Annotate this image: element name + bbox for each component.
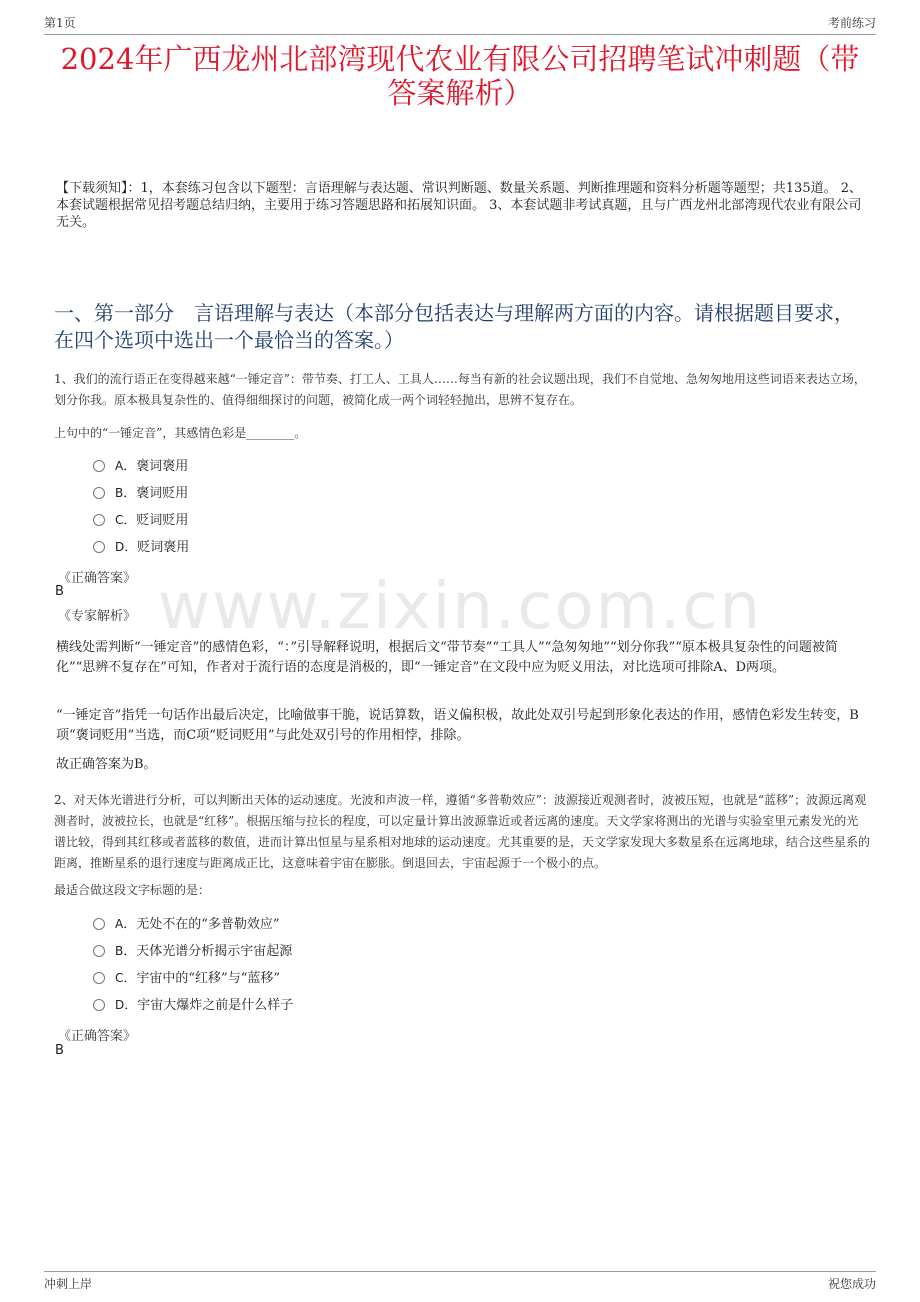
radio-icon[interactable] <box>93 514 105 526</box>
section-heading: 一、第一部分 言语理解与表达（本部分包括表达与理解两方面的内容。请根据题目要求，在四个选项中选出一个最恰当的答案。） <box>54 301 854 352</box>
q1-option-b[interactable]: B．褒词贬用 <box>93 483 188 503</box>
radio-icon[interactable] <box>93 918 105 930</box>
question-1-stem: 上句中的“一锤定音”，其感情色彩是________。 <box>54 426 307 440</box>
q2-option-b[interactable]: B．天体光谱分析揭示宇宙起源 <box>93 941 292 961</box>
watermark: www.zixin.com.cn <box>157 570 763 644</box>
q1-analysis-p2: “一锤定音”指凭一句话作出最后决定，比喻做事干脆，说话算数，语义偏积极，故此处双引号起到形象化表达的作用，感情色彩发生转变，B项“褒词贬用”当选，而C项“贬词贬用”与此处双引号的作用相悖，排除。 <box>56 708 859 743</box>
q1-option-c[interactable]: C．贬词贬用 <box>93 510 188 530</box>
radio-icon[interactable] <box>93 460 105 472</box>
radio-icon[interactable] <box>93 541 105 553</box>
page-header <box>44 10 876 35</box>
q2-option-c[interactable]: C．宇宙中的“红移”与“蓝移” <box>93 968 280 988</box>
q1-analysis-label: 《专家解析》 <box>58 609 137 624</box>
q1-answer: B <box>55 584 64 599</box>
question-2-stem: 最适合做这段文字标题的是： <box>54 883 211 897</box>
radio-icon[interactable] <box>93 999 105 1011</box>
footer-left: 冲刺上岸 <box>44 1277 93 1291</box>
radio-icon[interactable] <box>93 945 105 957</box>
q1-option-a[interactable]: A．褒词褒用 <box>93 456 188 476</box>
header-label: 考前练习 <box>827 16 876 30</box>
page-number: 第1页 <box>44 16 76 30</box>
q1-answer-label: 《正确答案》 <box>58 571 137 586</box>
radio-icon[interactable] <box>93 972 105 984</box>
document-title: 2024年广西龙州北部湾现代农业有限公司招聘笔试冲刺题（带答案解析） <box>60 42 860 110</box>
q1-analysis-p1: 横线处需判断“一锤定音”的感情色彩，“：”引导解释说明，根据后文“带节奏”“工具人”“急匆匆地”“划分你我”“原本极具复杂性的问题被简化”“思辨不复存在”可知，作者对于流行语的态度是消极的，即“一锤定音”在文段中应为贬义用法，对比选项可排除A、D两项。 <box>56 640 838 675</box>
radio-icon[interactable] <box>93 487 105 499</box>
footer-right: 祝您成功 <box>827 1277 876 1291</box>
q2-option-a[interactable]: A．无处不在的“多普勒效应” <box>93 914 280 934</box>
q2-option-d[interactable]: D．宇宙大爆炸之前是什么样子 <box>93 995 293 1015</box>
page-footer <box>44 1271 876 1296</box>
question-2-text: 2、对天体光谱进行分析，可以判断出天体的运动速度。光波和声波一样，遵循“多普勒效应”：波源接近观测者时，波被压短，也就是“蓝移”；波源远离观测者时，波被拉长，也就是“红移”。根据压缩与拉长的程度，可以定量计算出波源靠近或者远离的速度。天文学家将测出的光谱与实验室里元素发光的光谱比较，得到其红移或者蓝移的数值，进而计算出恒星与星系相对地球的运动速度。尤其重要的是，天文学家发现大多数星系在远离地球，结合这些星系的距离，推断星系的退行速度与距离成正比，这意味着宇宙在膨胀。倒退回去，宇宙起源于一个极小的点。 <box>54 793 871 870</box>
question-1-text: 1、我们的流行语正在变得越来越“一锤定音”：带节奏、打工人、工具人……每当有新的社会议题出现，我们不自觉地、急匆匆地用这些词语来表达立场，划分你我。原本极具复杂性的、值得细细探讨的问题，被简化成一两个词轻轻抛出，思辨不复存在。 <box>54 372 866 407</box>
q2-answer: B <box>55 1043 64 1058</box>
download-notice: 【下载须知】：1，本套练习包含以下题型：言语理解与表达题、常识判断题、数量关系题、判断推理题和资料分析题等题型；共135道。 2、本套试题根据常见招考题总结归纳，主要用于练习答题思路和拓展知识面。 3、本套试题非考试真题，且与广西龙州北部湾现代农业有限公司无关。 <box>56 181 862 230</box>
q1-option-d[interactable]: D．贬词褒用 <box>93 537 189 557</box>
q1-analysis-p3: 故正确答案为B。 <box>56 757 157 772</box>
q2-answer-label: 《正确答案》 <box>58 1029 137 1044</box>
